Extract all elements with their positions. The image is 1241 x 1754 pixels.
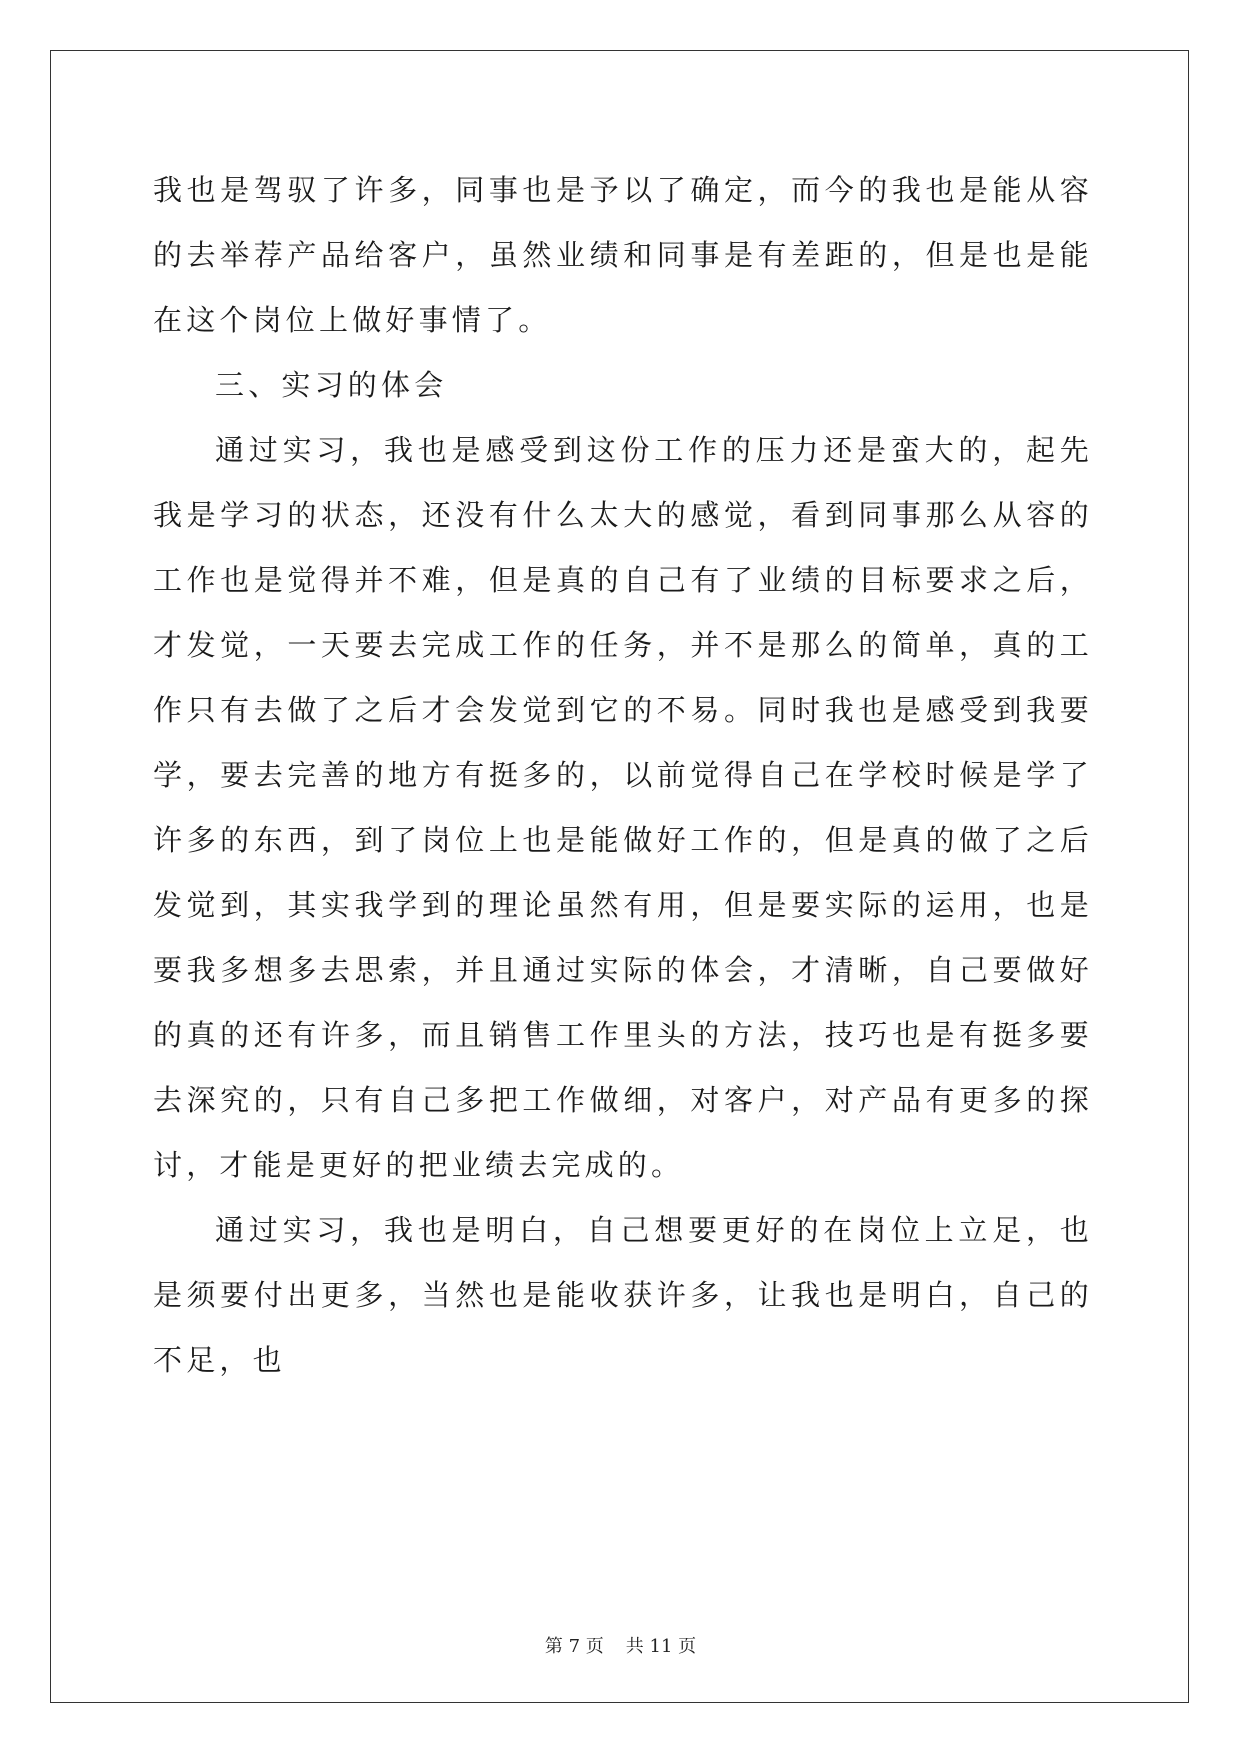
document-body: [153, 158, 1093, 1393]
page-number: 第 7 页: [544, 1636, 604, 1657]
page-total: 共 11 页: [625, 1636, 697, 1657]
paragraph-3: 通过实习，我也是明白，自己想要更好的在岗位上立足，也是须要付出更多，当然也是能收获许多，让我也是明白，自己的不足，也: [153, 1213, 1093, 1377]
page-footer: [0, 1632, 1241, 1658]
paragraph-2: 通过实习，我也是感受到这份工作的压力还是蛮大的，起先我是学习的状态，还没有什么太大的感觉，看到同事那么从容的工作也是觉得并不难，但是真的自己有了业绩的目标要求之后，才发觉，一天要去完成工作的任务，并不是那么的简单，真的工作只有去做了之后才会发觉到它的不易。同时我也是感受到我要学，要去完善的地方有挺多的，以前觉得自己在学校时候是学了许多的东西，到了岗位上也是能做好工作的，但是真的做了之后发觉到，其实我学到的理论虽然有用，但是要实际的运用，也是要我多想多去思索，并且通过实际的体会，才清晰，自己要做好的真的还有许多，而且销售工作里头的方法，技巧也是有挺多要去深究的，只有自己多把工作做细，对客户，对产品有更多的探讨，才能是更好的把业绩去完成的。: [153, 433, 1093, 1182]
section-heading: 三、实习的体会: [215, 368, 448, 402]
paragraph-1: 我也是驾驭了许多，同事也是予以了确定，而今的我也是能从容的去举荐产品给客户，虽然业绩和同事是有差距的，但是也是能在这个岗位上做好事情了。: [153, 173, 1093, 337]
